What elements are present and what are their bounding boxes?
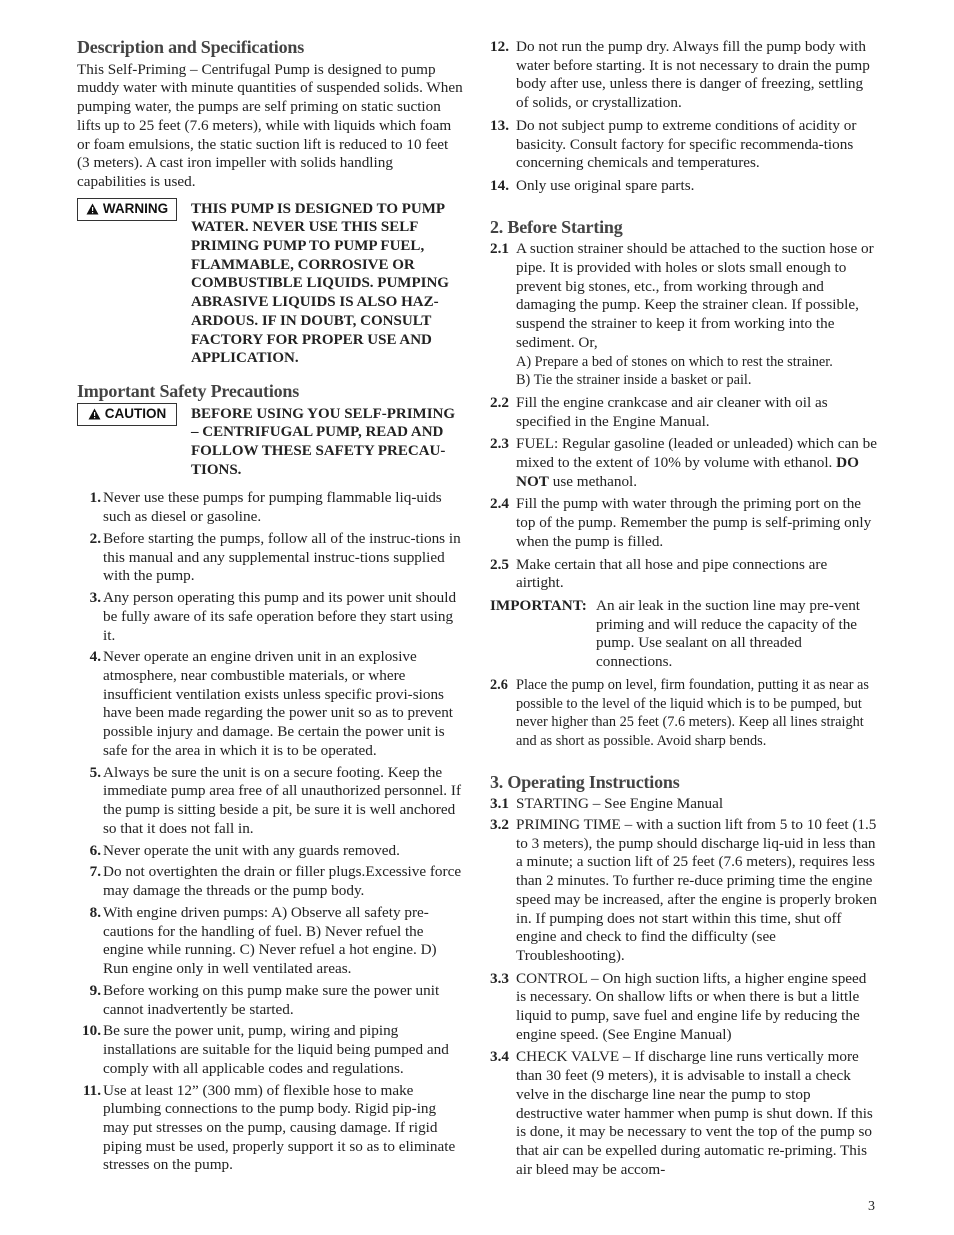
list-item: 2.6 Place the pump on level, firm foundation, putting it as near as possible to the level of the liquid which is to be pumped, but never higher than 25 feet (7.6 meters). Keep all lines straight and as short as possible. Avoid sharp bends.: [490, 676, 869, 749]
caution-label: CAUTION: [104, 405, 167, 421]
operating-list: [490, 795, 878, 1179]
list-item: 2. Before starting the pumps, follow all of the instruc-tions in this manual and any supplemental instruc-tions supplied with the pump.: [89, 529, 461, 585]
warning-block: [77, 200, 463, 368]
list-item: 2.3 FUEL: Regular gasoline (leaded or unleaded) which can be mixed to the extent of 10% by volume with ethanol. DO NOT use methanol.: [490, 435, 877, 490]
list-item: 6. Never operate the unit with any guards removed.: [89, 841, 400, 859]
warning-badge: [77, 198, 177, 221]
description-text: This Self-Priming – Centrifugal Pump is designed to pump muddy water with minute quantities of suspended solids. When pumping water, the pumps are self priming on static suction lifts up to 25 feet (7.6 meters), while with liquids which foam or foam emulsions, the static suction lift is reduced to 10 feet (3 meters). A cast iron impeller with solids handling capabilities is used.: [77, 60, 463, 190]
safety-heading: Important Safety Precautions: [77, 380, 300, 401]
safety-list: [77, 489, 463, 1175]
list-item: 5. Always be sure the unit is on a secure footing. Keep the immediate pump area free of all unauthorized personnel. If the pump is sitting beside a pit, be sure it is well anchored so that it does not fall in.: [89, 763, 462, 837]
list-item: 3. Any person operating this pump and its power unit should be fully aware of its safe operation before they start using it.: [89, 589, 457, 644]
list-item: 9. Before working on this pump make sure the power unit cannot inadvertently be started.: [89, 981, 440, 1018]
list-item: 2.5 Make certain that all hose and pipe connections are airtight.: [490, 555, 828, 592]
list-item: 7. Do not overtighten the drain or filler plugs.Excessive force may damage the threads or the pump body.: [89, 863, 462, 900]
list-item: 1. Never use these pumps for pumping flammable liq-uids such as diesel or gasoline.: [89, 489, 442, 526]
before-starting-list: [490, 240, 878, 750]
list-item: 14. Only use original spare parts.: [490, 176, 695, 194]
list-item: 3.2 PRIMING TIME – with a suction lift from 5 to 10 feet (1.5 to 3 meters), the pump should discharge liq-uid in less than a minute; a suction lift of 25 feet (7.6 meters), requires less than 2 minutes. To further re-duce priming time the engine speed may be increased, after the engine is properly broken in. If pumping does not start within this time, shut off engine and check to find the difficulty (see Troubleshooting).: [490, 816, 877, 964]
list-item: 3.1 STARTING – See Engine Manual: [490, 795, 724, 813]
page-number: 3: [868, 1199, 875, 1214]
list-item: 11. Use at least 12” (300 mm) of flexible hose to make plumbing connections to the pump body. Rigid pip-ing may put stresses on the pump, causing damage. If rigid piping must be used, properly support it so as to eliminate stresses on the pump.: [82, 1081, 456, 1174]
list-item: 3.3 CONTROL – On high suction lifts, a higher engine speed is necessary. On shallow lifts or when there is but a little liquid to pump, save fuel and engine life by reducing the engine speed. (See Engine Manual): [490, 969, 867, 1043]
important-note: IMPORTANT: An air leak in the suction line may pre-vent priming and will reduce the capacity of the pump. Use sealant on all threaded connections.: [490, 596, 861, 671]
description-heading: Description and Specifications: [77, 37, 305, 57]
list-item: 4. Never operate an engine driven unit in an explosive atmosphere, near combustible materials, or where insufficient ventilation exists unless specific provi-sions have been made regarding the power unit so as to prevent possible injury and damage. Be certain the power unit is safe for the area in which it is to be operated.: [89, 648, 454, 759]
list-item: 2.4 Fill the pump with water through the priming port on the top of the pump. Remember the pump is self-priming only when the pump is filled.: [490, 495, 872, 550]
caution-text: BEFORE USING YOU SELF-PRIMING – CENTRIFUGAL PUMP, READ AND FOLLOW THESE SAFETY PRECAU-TIONS.: [191, 405, 456, 478]
safety-list-continued: [490, 38, 878, 196]
list-item: 13. Do not subject pump to extreme conditions of acidity or basicity. Consult factory for specific recommenda-tions concerning chemicals and temperatures.: [490, 116, 857, 172]
before-starting-heading: 2. Before Starting: [490, 216, 623, 237]
list-item: 2.1 A suction strainer should be attached to the suction hose or pipe. It is provided with holes or slots small enough to prevent big stones, etc., from working through and damaging the pump. Keep the strainer clean. If possible, suspend the strainer to keep it from working into the sediment. Or, A) Prepare a bed of stones on which to rest the strainer. B) Tie the strainer inside a basket or pail.: [490, 240, 874, 389]
caution-badge: [77, 403, 177, 426]
list-item: 10. Be sure the power unit, pump, wiring and piping installations are suitable for the liquid being pumped and comply with all applicable codes and regulations.: [82, 1022, 449, 1077]
caution-triangle-icon: [88, 408, 101, 420]
caution-block: [77, 405, 463, 480]
warning-triangle-icon: [86, 203, 99, 215]
left-column: [77, 38, 463, 1178]
list-item: 3.4 CHECK VALVE – If discharge line runs vertically more than 30 feet (9 meters), it is advisable to install a check velve in the discharge line near the pump to stop destructive water hammer when pump is shut down. If this is done, it may be necessary to vent the top of the pump so that air can be expelled during automatic re-priming. This air bleed may be accom-: [490, 1048, 873, 1178]
operating-heading: 3. Operating Instructions: [490, 771, 680, 792]
warning-text: THIS PUMP IS DESIGNED TO PUMP WATER. NEVER USE THIS SELF PRIMING PUMP TO PUMP FUEL, FLAMMABLE, CORROSIVE OR COMBUSTIBLE LIQUIDS. PUMPING ABRASIVE LIQUIDS IS ALSO HAZ-ARDOUS. IF IN DOUBT, CONSULT FACTORY FOR PROPER USE AND APPLICATION.: [191, 200, 449, 367]
warning-label: WARNING: [102, 200, 169, 216]
list-item: 12. Do not run the pump dry. Always fill the pump body with water before starting. It is not necessary to drain the pump body after use, unless there is danger of freezing, settling of solids, or crystallization.: [490, 38, 870, 112]
list-item: 2.2 Fill the engine crankcase and air cleaner with oil as specified in the Engine Manual.: [490, 393, 828, 430]
list-item: 8. With engine driven pumps: A) Observe all safety pre-cautions for the handling of fuel. B) Never refuel the engine while running. C) Never refuel a hot engine. D) Run engine only in well ventilated areas.: [89, 903, 437, 977]
right-column: [490, 38, 878, 1183]
